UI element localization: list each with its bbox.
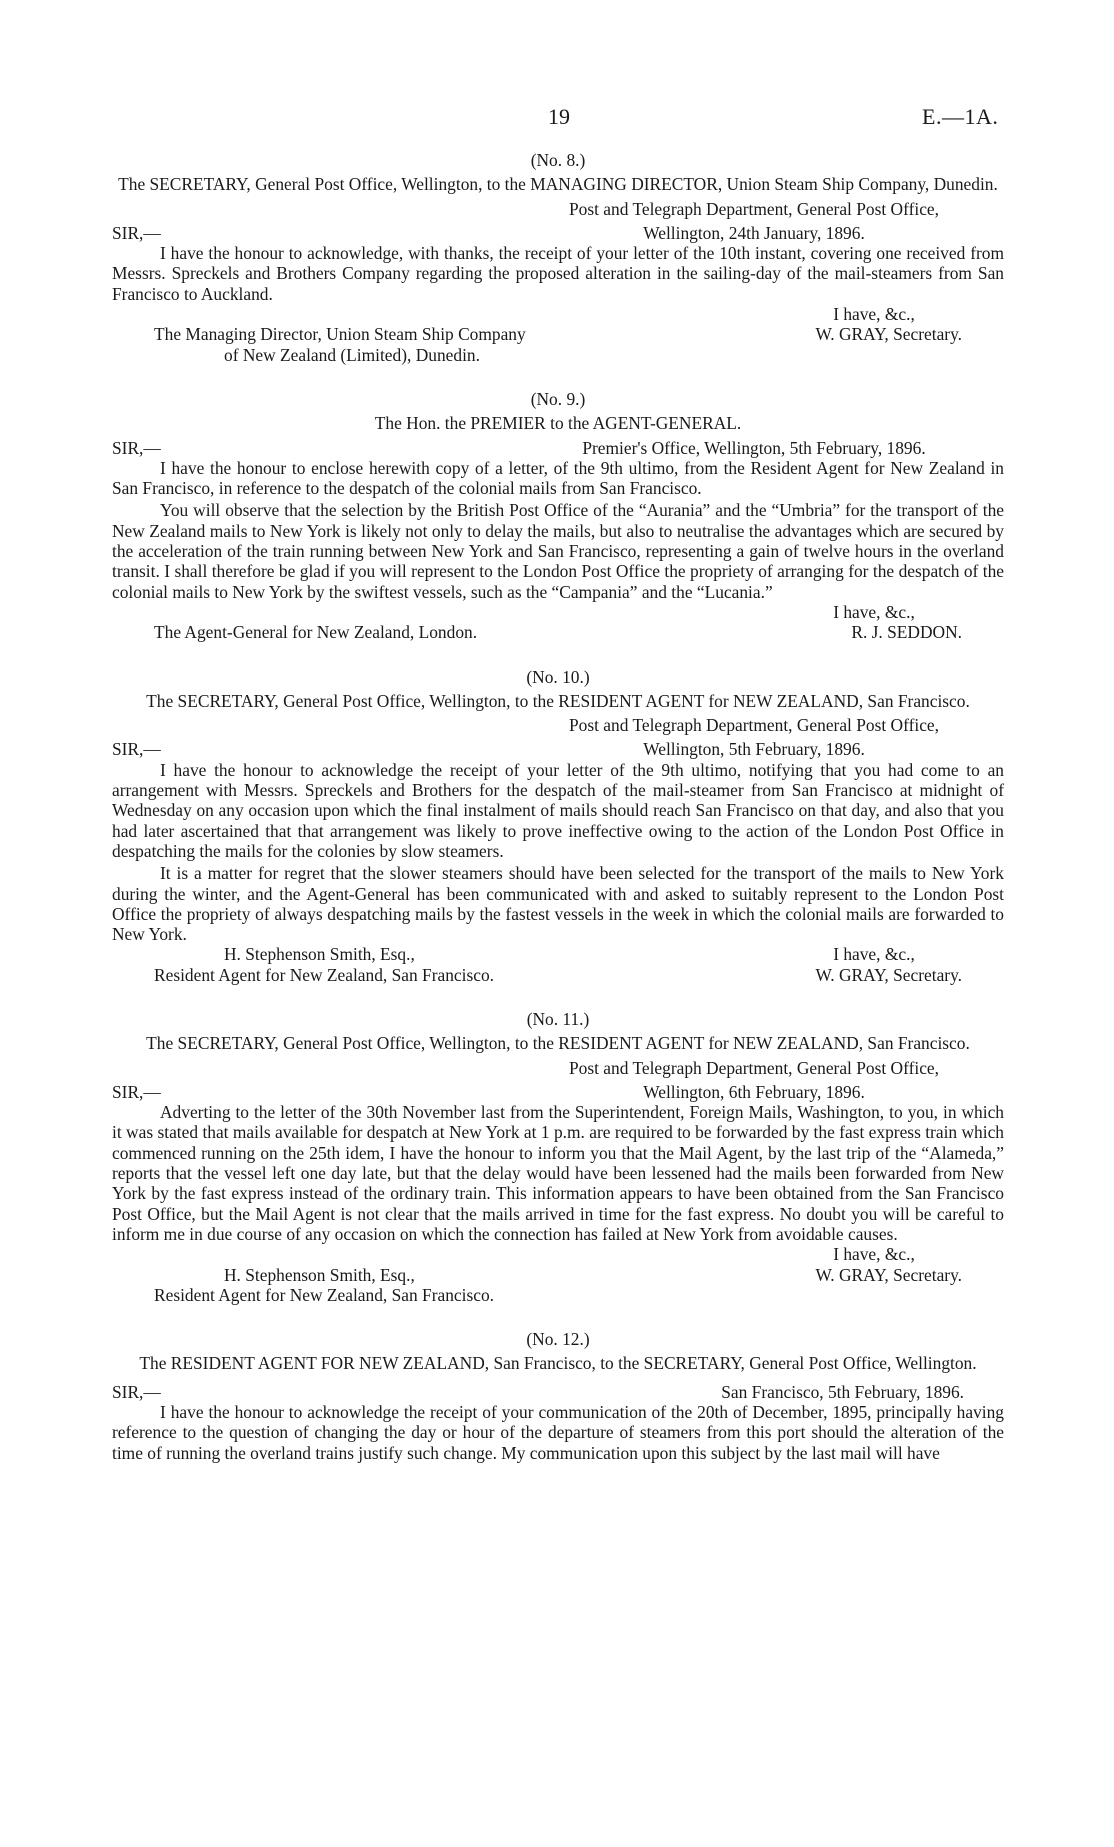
- paragraph: I have the honour to enclose herewith copy of a letter, of the 9th ultimo, from the Resident Agent for New Zealand in San Francisco, in reference to the despatch of the colonial mails from San Francisco.: [112, 457, 1004, 499]
- addressee-line-2: of New Zealand (Limited), Dunedin.: [224, 344, 480, 365]
- date-row: [112, 1082, 1004, 1102]
- address-row: [112, 324, 1004, 344]
- date-row: [112, 223, 1004, 243]
- closing: I have, &c.,: [833, 944, 915, 965]
- closing-row: [112, 1244, 1004, 1264]
- letter-heading: The Hon. the PREMIER to the AGENT-GENERAL.: [374, 413, 742, 434]
- letter-heading: The SECRETARY, General Post Office, Wellington, to the MANAGING DIRECTOR, Union Steam Ship Company, Dunedin.: [118, 174, 998, 195]
- closing: I have, &c.,: [833, 304, 915, 325]
- letter-11: [112, 1009, 1004, 1305]
- closing-row: [112, 304, 1004, 324]
- page-number: 19: [548, 104, 570, 129]
- date-row: [112, 739, 1004, 759]
- letter-heading: The SECRETARY, General Post Office, Wellington, to the RESIDENT AGENT for NEW ZEALAND, San Francisco.: [146, 1033, 970, 1054]
- signature: W. GRAY, Secretary.: [815, 1264, 962, 1285]
- letter-10: [112, 667, 1004, 985]
- address-row: [112, 1265, 1004, 1285]
- letter-date: San Francisco, 5th February, 1896.: [721, 1381, 964, 1402]
- dateline: [112, 1058, 1004, 1078]
- closing: I have, &c.,: [833, 601, 915, 622]
- closing: I have, &c.,: [833, 1244, 915, 1265]
- letter-8: [112, 150, 1004, 365]
- letter-date: Wellington, 5th February, 1896.: [643, 739, 865, 760]
- salutation: SIR,—: [112, 222, 161, 243]
- signature: W. GRAY, Secretary.: [815, 324, 962, 345]
- dateline: [112, 199, 1004, 219]
- paragraph: I have the honour to acknowledge the receipt of your communication of the 20th of December, 1895, principally having reference to the question of changing the day or hour of the departure of steamers from this port should the alteration of the time of running the overland trains justify such change. My communication upon this subject by the last mail will have: [112, 1402, 1004, 1463]
- letter-12: [112, 1329, 1004, 1463]
- letter-heading: The RESIDENT AGENT FOR NEW ZEALAND, San Francisco, to the SECRETARY, General Post Office, Wellington.: [139, 1353, 977, 1374]
- document-code: E.—1A.: [922, 104, 999, 129]
- salutation: SIR,—: [112, 1081, 161, 1102]
- letter-9: [112, 389, 1004, 643]
- dateline: [112, 715, 1004, 735]
- closing-row: [112, 602, 1004, 622]
- date-row: [112, 1382, 1004, 1402]
- paragraph: It is a matter for regret that the slower steamers should have been selected for the transport of the mails to New York during the winter, and the Agent-General has been communicated with and asked to suitably represent to the London Post Office the propriety of always despatching mails by the fastest vessels in the week in which the colonial mails are forwarded to New York.: [112, 863, 1004, 945]
- salutation: SIR,—: [112, 437, 161, 458]
- address-row: [112, 622, 1004, 642]
- address-row: [112, 944, 1004, 964]
- signature: R. J. SEDDON.: [851, 622, 962, 643]
- letter-number: (No. 9.): [530, 388, 586, 409]
- address-row-2: [112, 965, 1004, 985]
- letter-heading: The SECRETARY, General Post Office, Wellington, to the RESIDENT AGENT for NEW ZEALAND, San Francisco.: [146, 690, 970, 711]
- date-row: [112, 438, 1004, 458]
- letter-number: (No. 8.): [530, 150, 586, 170]
- letter-date: Wellington, 6th February, 1896.: [643, 1081, 865, 1102]
- sender-address: Post and Telegraph Department, General Post Office,: [568, 715, 939, 736]
- salutation: SIR,—: [112, 739, 161, 760]
- letter-date: Wellington, 24th January, 1896.: [643, 222, 865, 243]
- signature: W. GRAY, Secretary.: [815, 964, 962, 985]
- addressee: The Agent-General for New Zealand, London.: [154, 622, 478, 643]
- addressee: H. Stephenson Smith, Esq.,: [224, 944, 415, 965]
- letter-number: (No. 11.): [526, 1008, 590, 1029]
- letter-number: (No. 12.): [526, 1329, 590, 1350]
- addressee-line-2: Resident Agent for New Zealand, San Francisco.: [154, 964, 494, 985]
- sender-address: Post and Telegraph Department, General Post Office,: [568, 1057, 939, 1078]
- paragraph: I have the honour to acknowledge, with thanks, the receipt of your letter of the 10th instant, covering one received from Messrs. Spreckels and Brothers Company regarding the proposed alteration in the sailing-day of the mail-steamers from San Francisco to Auckland.: [112, 243, 1004, 304]
- paragraph: Adverting to the letter of the 30th November last from the Superintendent, Foreign Mails, Washington, to you, in which it was stated that mails available for despatch at New York at 1 p.m. are required to be forwarded by the fast express train which commenced running on the 25th idem, I have the honour to inform you that the Mail Agent, by the last trip of the “Alameda,” reports that the vessel left one day late, but that the delay would have been lessened had the mails been forwarded from New York by the fast express instead of the ordinary train. This information appears to have been obtained from the San Francisco Post Office, but the Mail Agent is not clear that the mails arrived in time for the fast express. No doubt you will be careful to inform me in due course of any occasion on which the connection has failed at New York from avoidable causes.: [112, 1102, 1004, 1244]
- addressee: The Managing Director, Union Steam Ship Company: [154, 324, 526, 345]
- sender-address: Post and Telegraph Department, General Post Office,: [568, 198, 939, 219]
- salutation: SIR,—: [112, 1381, 161, 1402]
- letters-column: [112, 150, 1004, 1487]
- addressee-line-2: Resident Agent for New Zealand, San Francisco.: [154, 1284, 494, 1305]
- paragraph: You will observe that the selection by the British Post Office of the “Aurania” and the “Umbria” for the transport of the New Zealand mails to New York is likely not only to delay the mails, but also to neutralise the advantages which are secured by the acceleration of the train running between New York and San Francisco, representing a gain of twelve hours in the overland transit. I shall therefore be glad if you will represent to the London Post Office the propriety of arranging for the despatch of the colonial mails to New York by the swiftest vessels, such as the “Campania” and the “Lucania.”: [112, 500, 1004, 602]
- letter-number: (No. 10.): [526, 666, 590, 687]
- addressee: H. Stephenson Smith, Esq.,: [224, 1264, 415, 1285]
- paragraph: I have the honour to acknowledge the receipt of your letter of the 9th ultimo, notifying that you had come to an arrangement with Messrs. Spreckels and Brothers for the despatch of the mail-steamer from San Francisco at midnight of Wednesday on any occasion upon which the final instalment of mails should reach San Francisco on that day, and also that you had later ascertained that that arrangement was likely to prove ineffective owing to the action of the London Post Office in despatching the mails for the colonies by slow steamers.: [112, 759, 1004, 861]
- letter-date: Premier's Office, Wellington, 5th February, 1896.: [582, 437, 926, 458]
